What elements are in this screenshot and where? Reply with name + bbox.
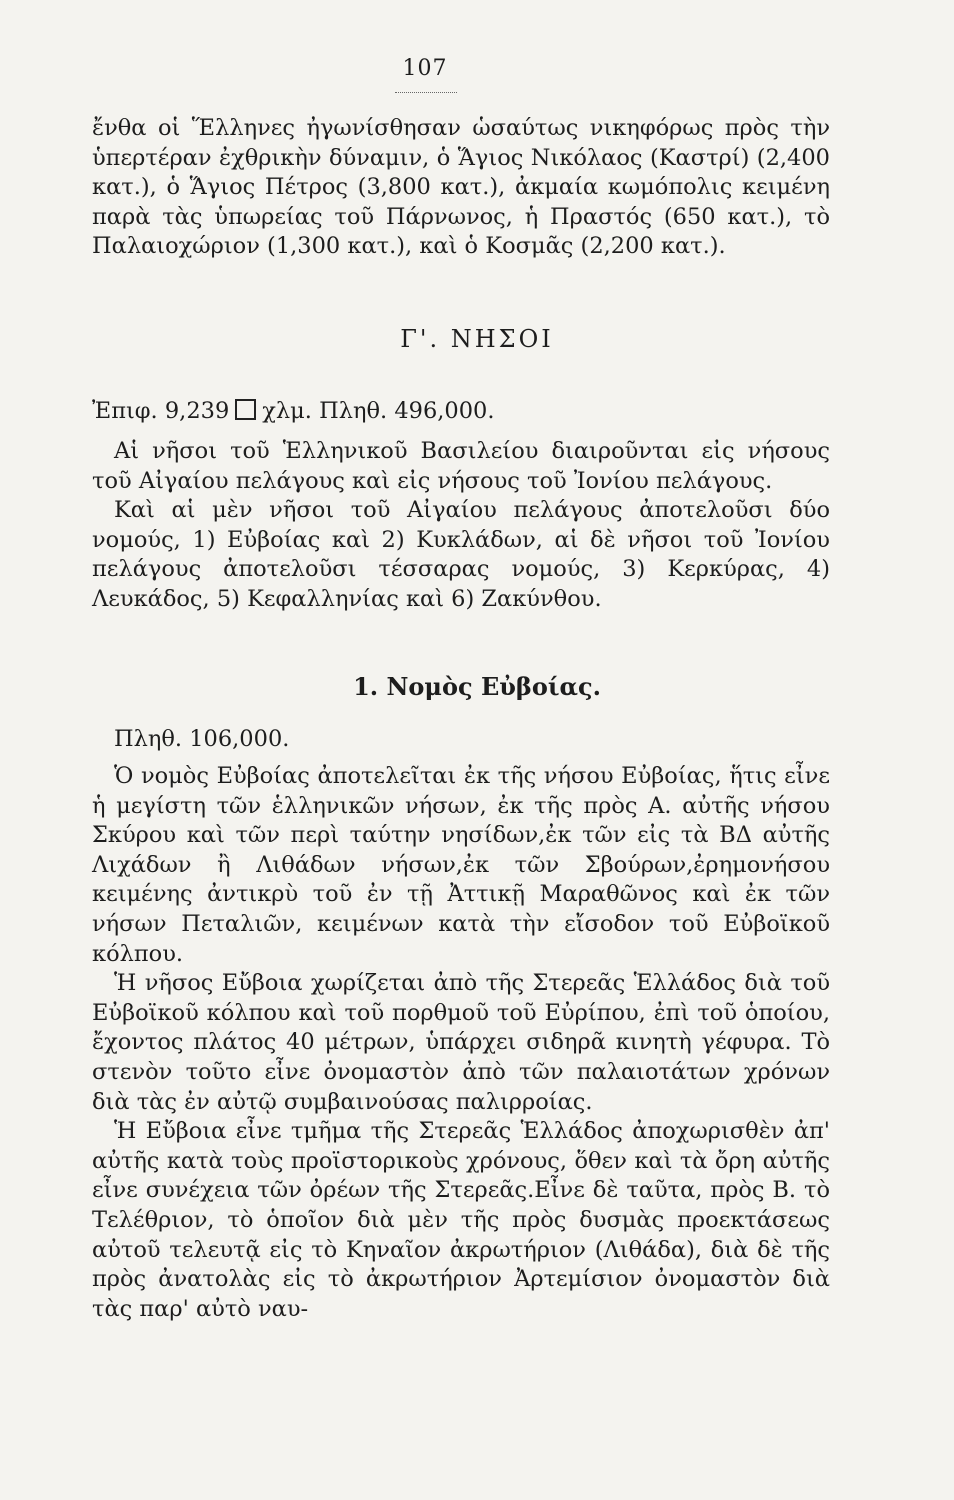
paragraph-text: Ἡ Εὔβοια εἶνε τμῆμα τῆς Στερεᾶς Ἑλλάδος ἀποχωρισθὲν ἀπ' αὐτῆς κατὰ τοὺς προϊστορικοὺς χρόνους, ὅθεν καὶ τὰ ὄρη αὐτῆς εἶνε συνέχεια τῶν ὀρέων τῆς Στερεᾶς.Εἶνε δὲ ταῦτα, πρὸς Β. τὸ Τελέθριον, τὸ ὁποῖον διὰ μὲν τῆς πρὸς δυσμὰς προεκτάσεως αὐτοῦ τελευτᾷ εἰς τὸ Κηναῖον ἀκρωτήριον (Λιθάδα), διὰ δὲ τῆς πρὸς ἀνατολὰς εἰς τὸ ἀκρωτήριον Ἀρτεμίσιον ὀνομαστὸν διὰ τὰς παρ' αὐτὸ ναυ- (92, 1118, 830, 1322)
page-number-rule (395, 92, 457, 93)
paragraph-text: Καὶ αἱ μὲν νῆσοι τοῦ Αἰγαίου πελάγους ἀποτελοῦσι δύο νομούς, 1) Εὐβοίας καὶ 2) Κυκλάδων, αἱ δὲ νῆσοι τοῦ Ἰονίου πελάγους ἀποτελοῦσι τέσσαρας νομούς, 3) Κερκύρας, 4) Λευκάδος, 5) Κεφαλληνίας καὶ 6) Ζακύνθου. (92, 497, 830, 612)
subsection-heading: 1. Νομὸς Εὐβοίας. (353, 672, 601, 701)
paragraph-text: ἔνθα οἱ Ἕλληνες ἠγωνίσθησαν ὡσαύτως νικηφόρως πρὸς τὴν ὑπερτέραν ἐχθρικὴν δύναμιν, ὁ Ἅγιος Νικόλαος (Καστρί) (2,400 κατ.), ὁ Ἅγιος Πέτρος (3,800 κατ.), ἀκμαία κωμόπολις κειμένη παρὰ τὰς ὑπωρείας τοῦ Πάρνωνος, ἡ Πραστός (650 κατ.), τὸ Παλαιοχώριον (1,300 κατ.), καὶ ὁ Κοσμᾶς (2,200 κατ.). (92, 115, 830, 260)
paragraph-text: Ὁ νομὸς Εὐβοίας ἀποτελεῖται ἐκ τῆς νήσου Εὐβοίας, ἥτις εἶνε ἡ μεγίστη τῶν ἑλληνικῶν νήσων, ἐκ τῆς πρὸς Α. αὐτῆς νήσου Σκύρου καὶ τῶν περὶ ταύτην νησίδων,ἐκ τῶν εἰς τὰ ΒΔ αὐτῆς Λιχάδων ἢ Λιθάδων νήσων,ἐκ τῶν Σβούρων,ἐρημονήσου κειμένης ἀντικρὺ τοῦ ἐν τῇ Ἀττικῇ Μαραθῶνος καὶ ἐκ τῶν νήσων Πεταλιῶν, κειμένων κατὰ τὴν εἴσοδον τοῦ Εὐβοϊκοῦ κόλπου. (92, 763, 830, 967)
square-symbol-icon (235, 399, 256, 420)
population-line: Πληθ. 106,000. (114, 726, 290, 752)
area-line (92, 398, 495, 424)
paragraph-euboea (92, 762, 830, 1324)
section-heading: Γ'. ΝΗΣΟΙ (400, 325, 554, 353)
page-number: 107 (402, 56, 448, 81)
paragraph-islands (92, 437, 830, 615)
area-suffix: χλμ. Πληθ. 496,000. (262, 398, 495, 424)
paragraph-text: Αἱ νῆσοι τοῦ Ἑλληνικοῦ Βασιλείου διαιροῦνται εἰς νήσους τοῦ Αἰγαίου πελάγους καὶ εἰς νήσους τοῦ Ἰονίου πελάγους. (92, 438, 830, 494)
paragraph-intro (92, 114, 830, 262)
paragraph-text: Ἡ νῆσος Εὔβοια χωρίζεται ἀπὸ τῆς Στερεᾶς Ἑλλάδος διὰ τοῦ Εὐβοϊκοῦ κόλπου καὶ τοῦ πορθμοῦ τοῦ Εὐρίπου, ἐπὶ τοῦ ὁποίου, ἔχοντος πλάτος 40 μέτρων, ὑπάρχει σιδηρᾶ κινητὴ γέφυρα. Τὸ στενὸν τοῦτο εἶνε ὀνομαστὸν ἀπὸ τῶν παλαιοτάτων χρόνων διὰ τὰς ἐν αὐτῷ συμβαινούσας παλιρροίας. (92, 970, 830, 1115)
area-prefix: Ἐπιφ. 9,239 (92, 398, 230, 424)
